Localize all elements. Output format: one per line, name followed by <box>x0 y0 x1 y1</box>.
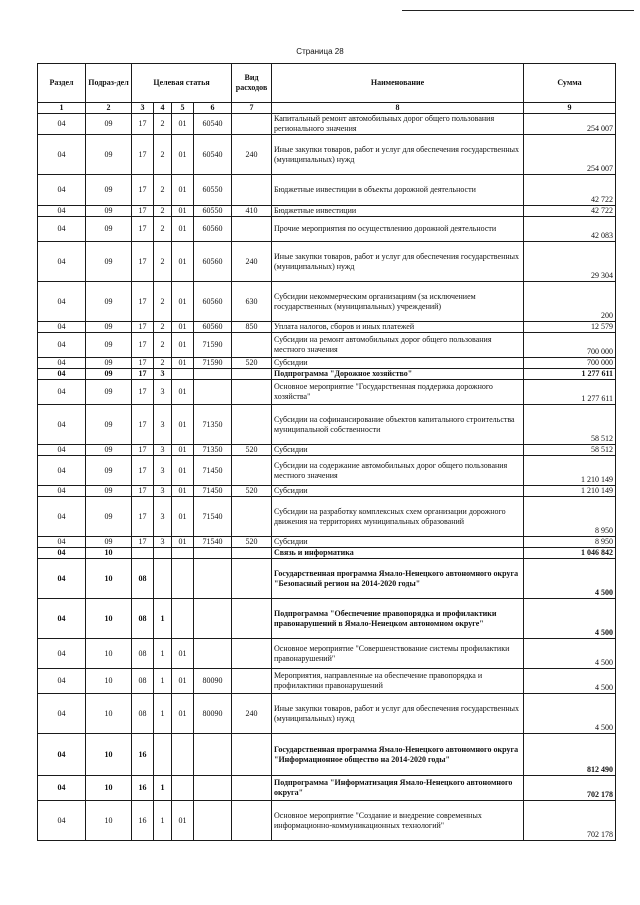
vid-cell <box>232 559 272 599</box>
name-cell: Субсидии на софинансирование объектов капитального строительства муниципальной собственности <box>272 405 524 445</box>
target-b-cell: 1 <box>154 801 172 841</box>
vid-cell <box>232 217 272 242</box>
target-a-cell: 08 <box>132 599 154 639</box>
sum-cell: 1 210 149 <box>524 486 616 497</box>
target-d-cell: 60560 <box>194 282 232 322</box>
target-c-cell: 01 <box>172 456 194 486</box>
target-a-cell: 17 <box>132 358 154 369</box>
target-b-cell: 2 <box>154 206 172 217</box>
target-b-cell: 2 <box>154 114 172 135</box>
target-a-cell: 17 <box>132 456 154 486</box>
podrazdel-cell: 09 <box>86 456 132 486</box>
podrazdel-cell: 09 <box>86 497 132 537</box>
header-summa: Сумма <box>524 64 616 103</box>
name-cell: Субсидии <box>272 445 524 456</box>
target-d-cell <box>194 734 232 776</box>
target-c-cell: 01 <box>172 242 194 282</box>
target-d-cell: 71450 <box>194 456 232 486</box>
target-b-cell: 1 <box>154 599 172 639</box>
target-c-cell <box>172 559 194 599</box>
target-a-cell: 16 <box>132 776 154 801</box>
target-b-cell: 2 <box>154 282 172 322</box>
target-d-cell <box>194 380 232 405</box>
razdel-cell: 04 <box>38 282 86 322</box>
target-a-cell: 17 <box>132 114 154 135</box>
table-row <box>38 559 616 599</box>
razdel-cell: 04 <box>38 669 86 694</box>
table-row <box>38 206 616 217</box>
target-a-cell: 17 <box>132 135 154 175</box>
target-a-cell: 17 <box>132 333 154 358</box>
header-celevaya: Целевая статья <box>132 64 232 103</box>
sum-cell: 1 046 842 <box>524 548 616 559</box>
vid-cell: 240 <box>232 242 272 282</box>
name-cell: Государственная программа Ямало-Ненецкого автономного округа "Безопасный регион на 2014-2020 годы" <box>272 559 524 599</box>
target-b-cell: 2 <box>154 322 172 333</box>
podrazdel-cell: 10 <box>86 639 132 669</box>
sum-cell: 4 500 <box>524 599 616 639</box>
table-row <box>38 776 616 801</box>
target-a-cell: 17 <box>132 537 154 548</box>
sum-cell: 702 178 <box>524 801 616 841</box>
table-row <box>38 694 616 734</box>
name-cell: Субсидии <box>272 486 524 497</box>
vid-cell <box>232 776 272 801</box>
razdel-cell: 04 <box>38 548 86 559</box>
sum-cell: 12 579 <box>524 322 616 333</box>
target-d-cell <box>194 548 232 559</box>
sum-cell: 254 007 <box>524 135 616 175</box>
razdel-cell: 04 <box>38 639 86 669</box>
sum-cell: 254 007 <box>524 114 616 135</box>
table-row <box>38 548 616 559</box>
target-d-cell: 71350 <box>194 445 232 456</box>
target-d-cell <box>194 559 232 599</box>
target-c-cell: 01 <box>172 537 194 548</box>
target-d-cell: 71590 <box>194 358 232 369</box>
name-cell: Государственная программа Ямало-Ненецкого автономного округа "Информационное общество на 2014-2020 годы" <box>272 734 524 776</box>
podrazdel-cell: 10 <box>86 694 132 734</box>
target-c-cell: 01 <box>172 380 194 405</box>
sum-cell: 4 500 <box>524 639 616 669</box>
razdel-cell: 04 <box>38 333 86 358</box>
table-row <box>38 135 616 175</box>
sum-cell: 700 000 <box>524 358 616 369</box>
table-row <box>38 801 616 841</box>
table-row <box>38 175 616 206</box>
table-row <box>38 639 616 669</box>
sum-cell: 42 722 <box>524 206 616 217</box>
vid-cell <box>232 599 272 639</box>
target-b-cell: 3 <box>154 537 172 548</box>
table-row <box>38 456 616 486</box>
razdel-cell: 04 <box>38 801 86 841</box>
podrazdel-cell: 09 <box>86 206 132 217</box>
target-c-cell: 01 <box>172 497 194 537</box>
target-c-cell: 01 <box>172 282 194 322</box>
target-d-cell <box>194 801 232 841</box>
target-b-cell: 3 <box>154 369 172 380</box>
vid-cell <box>232 801 272 841</box>
vid-cell: 520 <box>232 445 272 456</box>
table-row <box>38 217 616 242</box>
name-cell: Субсидии на разработку комплексных схем организации дорожного движения на территориях муниципальных образований <box>272 497 524 537</box>
target-c-cell: 01 <box>172 669 194 694</box>
top-rule <box>402 10 634 11</box>
name-cell: Субсидии <box>272 358 524 369</box>
name-cell: Субсидии <box>272 537 524 548</box>
sum-cell: 200 <box>524 282 616 322</box>
target-c-cell <box>172 734 194 776</box>
column-number: 6 <box>194 103 232 114</box>
target-d-cell: 71350 <box>194 405 232 445</box>
header-podrazdel: Подраз-дел <box>86 64 132 103</box>
podrazdel-cell: 09 <box>86 322 132 333</box>
sum-cell: 700 000 <box>524 333 616 358</box>
target-c-cell <box>172 369 194 380</box>
name-cell: Мероприятия, направленные на обеспечение правопорядка и профилактики правонарушений <box>272 669 524 694</box>
name-cell: Иные закупки товаров, работ и услуг для обеспечения государственных (муниципальных) нужд <box>272 135 524 175</box>
target-c-cell: 01 <box>172 135 194 175</box>
razdel-cell: 04 <box>38 358 86 369</box>
target-a-cell: 08 <box>132 669 154 694</box>
sum-cell: 4 500 <box>524 559 616 599</box>
target-a-cell: 17 <box>132 217 154 242</box>
razdel-cell: 04 <box>38 242 86 282</box>
table-row <box>38 497 616 537</box>
target-b-cell: 3 <box>154 486 172 497</box>
razdel-cell: 04 <box>38 599 86 639</box>
target-a-cell: 17 <box>132 445 154 456</box>
target-d-cell: 60560 <box>194 322 232 333</box>
sum-cell: 1 277 611 <box>524 369 616 380</box>
target-c-cell: 01 <box>172 175 194 206</box>
vid-cell: 410 <box>232 206 272 217</box>
table-row <box>38 537 616 548</box>
podrazdel-cell: 10 <box>86 801 132 841</box>
column-number: 8 <box>272 103 524 114</box>
name-cell: Прочие мероприятия по осуществлению дорожной деятельности <box>272 217 524 242</box>
target-c-cell: 01 <box>172 694 194 734</box>
target-a-cell: 17 <box>132 242 154 282</box>
table-row <box>38 322 616 333</box>
target-d-cell: 60540 <box>194 135 232 175</box>
vid-cell <box>232 114 272 135</box>
target-a-cell: 17 <box>132 369 154 380</box>
column-number: 4 <box>154 103 172 114</box>
target-a-cell: 17 <box>132 322 154 333</box>
podrazdel-cell: 09 <box>86 242 132 282</box>
table-row <box>38 599 616 639</box>
page-label: Страница 28 <box>296 47 344 56</box>
target-a-cell: 16 <box>132 734 154 776</box>
table-row <box>38 369 616 380</box>
target-c-cell: 01 <box>172 333 194 358</box>
razdel-cell: 04 <box>38 486 86 497</box>
vid-cell: 240 <box>232 694 272 734</box>
razdel-cell: 04 <box>38 405 86 445</box>
razdel-cell: 04 <box>38 380 86 405</box>
vid-cell <box>232 333 272 358</box>
vid-cell <box>232 639 272 669</box>
razdel-cell: 04 <box>38 694 86 734</box>
name-cell: Капитальный ремонт автомобильных дорог общего пользования регионального значения <box>272 114 524 135</box>
column-number: 3 <box>132 103 154 114</box>
table-row <box>38 380 616 405</box>
name-cell: Бюджетные инвестиции в объекты дорожной деятельности <box>272 175 524 206</box>
name-cell: Основное мероприятие "Государственная поддержка дорожного хозяйства" <box>272 380 524 405</box>
sum-cell: 42 083 <box>524 217 616 242</box>
target-d-cell: 80090 <box>194 694 232 734</box>
target-d-cell: 60550 <box>194 175 232 206</box>
target-b-cell <box>154 559 172 599</box>
target-b-cell: 3 <box>154 380 172 405</box>
target-d-cell: 71590 <box>194 333 232 358</box>
column-number: 7 <box>232 103 272 114</box>
target-c-cell: 01 <box>172 801 194 841</box>
name-cell: Субсидии на ремонт автомобильных дорог общего пользования местного значения <box>272 333 524 358</box>
podrazdel-cell: 10 <box>86 548 132 559</box>
razdel-cell: 04 <box>38 776 86 801</box>
razdel-cell: 04 <box>38 175 86 206</box>
name-cell: Основное мероприятие "Совершенствование системы профилактики правонарушений" <box>272 639 524 669</box>
razdel-cell: 04 <box>38 322 86 333</box>
table-row <box>38 282 616 322</box>
podrazdel-cell: 09 <box>86 405 132 445</box>
target-c-cell: 01 <box>172 114 194 135</box>
header-naim: Наименование <box>272 64 524 103</box>
column-number: 5 <box>172 103 194 114</box>
target-a-cell: 08 <box>132 559 154 599</box>
podrazdel-cell: 09 <box>86 537 132 548</box>
podrazdel-cell: 09 <box>86 380 132 405</box>
target-a-cell: 17 <box>132 486 154 497</box>
target-c-cell: 01 <box>172 217 194 242</box>
target-c-cell: 01 <box>172 206 194 217</box>
target-d-cell <box>194 599 232 639</box>
vid-cell <box>232 497 272 537</box>
podrazdel-cell: 09 <box>86 175 132 206</box>
target-c-cell <box>172 548 194 559</box>
razdel-cell: 04 <box>38 369 86 380</box>
podrazdel-cell: 09 <box>86 486 132 497</box>
name-cell: Субсидии на содержание автомобильных дорог общего пользования местного значения <box>272 456 524 486</box>
vid-cell: 520 <box>232 486 272 497</box>
target-b-cell: 2 <box>154 135 172 175</box>
vid-cell <box>232 380 272 405</box>
razdel-cell: 04 <box>38 114 86 135</box>
table-row <box>38 242 616 282</box>
vid-cell: 240 <box>232 135 272 175</box>
podrazdel-cell: 09 <box>86 445 132 456</box>
header-razdel: Раздел <box>38 64 86 103</box>
sum-cell: 58 512 <box>524 445 616 456</box>
vid-cell: 630 <box>232 282 272 322</box>
target-d-cell: 71540 <box>194 537 232 548</box>
name-cell: Подпрограмма "Дорожное хозяйство" <box>272 369 524 380</box>
podrazdel-cell: 10 <box>86 599 132 639</box>
vid-cell: 520 <box>232 537 272 548</box>
target-b-cell: 1 <box>154 639 172 669</box>
target-d-cell: 80090 <box>194 669 232 694</box>
target-d-cell: 60540 <box>194 114 232 135</box>
podrazdel-cell: 10 <box>86 734 132 776</box>
target-a-cell: 17 <box>132 380 154 405</box>
razdel-cell: 04 <box>38 456 86 486</box>
target-a-cell: 17 <box>132 206 154 217</box>
target-a-cell: 16 <box>132 801 154 841</box>
target-b-cell: 3 <box>154 445 172 456</box>
target-a-cell: 17 <box>132 282 154 322</box>
target-d-cell <box>194 776 232 801</box>
podrazdel-cell: 09 <box>86 369 132 380</box>
name-cell: Связь и информатика <box>272 548 524 559</box>
table-row <box>38 445 616 456</box>
vid-cell <box>232 405 272 445</box>
target-b-cell <box>154 548 172 559</box>
table-row <box>38 486 616 497</box>
sum-cell: 812 490 <box>524 734 616 776</box>
target-c-cell: 01 <box>172 405 194 445</box>
podrazdel-cell: 10 <box>86 559 132 599</box>
budget-table <box>37 63 616 841</box>
name-cell: Уплата налогов, сборов и иных платежей <box>272 322 524 333</box>
razdel-cell: 04 <box>38 445 86 456</box>
razdel-cell: 04 <box>38 217 86 242</box>
vid-cell <box>232 369 272 380</box>
target-d-cell: 71540 <box>194 497 232 537</box>
target-b-cell: 2 <box>154 217 172 242</box>
target-b-cell: 2 <box>154 242 172 282</box>
razdel-cell: 04 <box>38 734 86 776</box>
target-d-cell: 60550 <box>194 206 232 217</box>
table-row <box>38 114 616 135</box>
podrazdel-cell: 09 <box>86 333 132 358</box>
name-cell: Основное мероприятие "Создание и внедрение современных информационно-коммуникационных технологий" <box>272 801 524 841</box>
podrazdel-cell: 09 <box>86 358 132 369</box>
target-b-cell: 1 <box>154 669 172 694</box>
table-body <box>38 114 616 841</box>
name-cell: Иные закупки товаров, работ и услуг для обеспечения государственных (муниципальных) нужд <box>272 694 524 734</box>
target-c-cell: 01 <box>172 486 194 497</box>
razdel-cell: 04 <box>38 206 86 217</box>
name-cell: Бюджетные инвестиции <box>272 206 524 217</box>
podrazdel-cell: 09 <box>86 114 132 135</box>
podrazdel-cell: 09 <box>86 282 132 322</box>
name-cell: Субсидии некоммерческим организациям (за исключением государственных (муниципальных) учреждений) <box>272 282 524 322</box>
sum-cell: 8 950 <box>524 537 616 548</box>
table-row <box>38 405 616 445</box>
target-c-cell <box>172 776 194 801</box>
header-vid: Вид расходов <box>232 64 272 103</box>
table-row <box>38 734 616 776</box>
razdel-cell: 04 <box>38 537 86 548</box>
podrazdel-cell: 10 <box>86 776 132 801</box>
target-b-cell: 1 <box>154 694 172 734</box>
target-a-cell: 17 <box>132 497 154 537</box>
razdel-cell: 04 <box>38 497 86 537</box>
target-a-cell: 17 <box>132 405 154 445</box>
razdel-cell: 04 <box>38 559 86 599</box>
target-b-cell <box>154 734 172 776</box>
target-c-cell <box>172 599 194 639</box>
vid-cell <box>232 456 272 486</box>
vid-cell <box>232 734 272 776</box>
target-b-cell: 3 <box>154 405 172 445</box>
sum-cell: 29 304 <box>524 242 616 282</box>
column-numbers-row <box>38 103 616 114</box>
target-b-cell: 2 <box>154 175 172 206</box>
target-b-cell: 1 <box>154 776 172 801</box>
table-row <box>38 333 616 358</box>
target-c-cell: 01 <box>172 358 194 369</box>
vid-cell: 520 <box>232 358 272 369</box>
target-a-cell <box>132 548 154 559</box>
table-row <box>38 358 616 369</box>
target-b-cell: 3 <box>154 456 172 486</box>
vid-cell <box>232 175 272 206</box>
target-a-cell: 17 <box>132 175 154 206</box>
sum-cell: 4 500 <box>524 669 616 694</box>
vid-cell <box>232 548 272 559</box>
vid-cell <box>232 669 272 694</box>
vid-cell: 850 <box>232 322 272 333</box>
target-b-cell: 2 <box>154 358 172 369</box>
target-d-cell: 71450 <box>194 486 232 497</box>
razdel-cell: 04 <box>38 135 86 175</box>
name-cell: Иные закупки товаров, работ и услуг для обеспечения государственных (муниципальных) нужд <box>272 242 524 282</box>
table-row <box>38 669 616 694</box>
name-cell: Подпрограмма "Информатизация Ямало-Ненецкого автономного округа" <box>272 776 524 801</box>
sum-cell: 42 722 <box>524 175 616 206</box>
target-c-cell: 01 <box>172 445 194 456</box>
target-d-cell <box>194 639 232 669</box>
podrazdel-cell: 09 <box>86 135 132 175</box>
target-c-cell: 01 <box>172 322 194 333</box>
sum-cell: 1 277 611 <box>524 380 616 405</box>
column-number: 2 <box>86 103 132 114</box>
sum-cell: 8 950 <box>524 497 616 537</box>
target-b-cell: 3 <box>154 497 172 537</box>
target-a-cell: 08 <box>132 694 154 734</box>
podrazdel-cell: 10 <box>86 669 132 694</box>
podrazdel-cell: 09 <box>86 217 132 242</box>
target-d-cell: 60560 <box>194 242 232 282</box>
sum-cell: 58 512 <box>524 405 616 445</box>
column-number: 9 <box>524 103 616 114</box>
target-b-cell: 2 <box>154 333 172 358</box>
sum-cell: 4 500 <box>524 694 616 734</box>
sum-cell: 1 210 149 <box>524 456 616 486</box>
name-cell: Подпрограмма "Обеспечение правопорядка и профилактики правонарушений в Ямало-Ненецком автономном округе" <box>272 599 524 639</box>
sum-cell: 702 178 <box>524 776 616 801</box>
target-d-cell <box>194 369 232 380</box>
column-number: 1 <box>38 103 86 114</box>
target-a-cell: 08 <box>132 639 154 669</box>
target-d-cell: 60560 <box>194 217 232 242</box>
target-c-cell: 01 <box>172 639 194 669</box>
